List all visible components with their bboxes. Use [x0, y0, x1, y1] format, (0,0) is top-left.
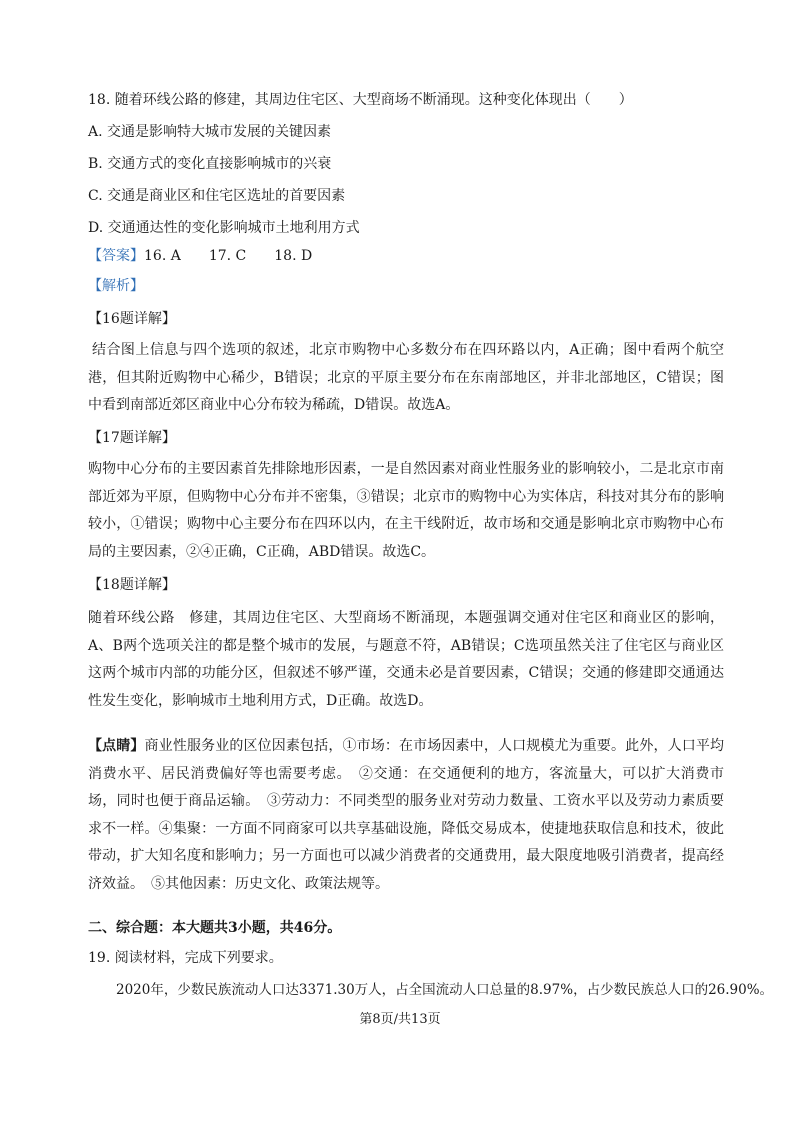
question-18-stem: 18. 随着环线公路的修建，其周边住宅区、大型商场不断涌现。这种变化体现出（ ）	[88, 92, 633, 108]
detail-16-title: 【16题详解】	[88, 311, 176, 327]
detail-18-title: 【18题详解】	[88, 577, 176, 593]
detail-18-body: 随着环线公路 修建，其周边住宅区、大型商场不断涌现，本题强调交通对住宅区和商业区的影响，A、B两个选项关注的都是整个城市的发展，与题意不符，AB错误；C选项虽然关注了住宅区与商业区这两个城市内部的功能分区，但叙述不够严谨，交通未必是首要因素，C错误；交通的修建即交通通达性发生变化，影响城市土地利用方式，D正确。故选D。	[88, 610, 724, 709]
tip-body: 商业性服务业的区位因素包括，①市场：在市场因素中，人口规模尤为重要。此外，人口平均消费水平、居民消费偏好等也需要考虑。 ②交通：在交通便利的地方，客流量大，可以扩大消费市场，同时也便于商品运输。 ③劳动力：不同类型的服务业对劳动力数量、工资水平以及劳动力素质要求不一样。④集聚：一方面不同商家可以共享基础设施，降低交易成本，使捷地获取信息和技术，彼此带动，扩大知名度和影响力；另一方面也可以减少消费者的交通费用，最大限度地吸引消费者，提高经济效益。 ⑤其他因素：历史文化、政策法规等。	[88, 738, 724, 892]
material-text: 2020年，少数民族流动人口达3371.30万人，占全国流动人口总量的8.97%，占少数民族总人口的26.90%。	[116, 982, 774, 998]
option-b: B. 交通方式的变化直接影响城市的兴衰	[88, 156, 332, 172]
question-19-stem: 19. 阅读材料，完成下列要求。	[88, 950, 283, 966]
answer-line	[88, 246, 312, 266]
page-footer: 第8页/共13页	[359, 1012, 441, 1027]
analysis-label: 【解析】	[88, 278, 144, 294]
tip-label: 【点睛】	[88, 738, 145, 754]
detail-16-body: 结合图上信息与四个选项的叙述，北京市购物中心多数分布在四环路以内，A正确；图中看两个航空港，但其附近购物中心稀少，B错误；北京的平原主要分布在东南部地区，并非北部地区，C错误；图中看到南部近郊区商业中心分布较为稀疏，D错误。故选A。	[88, 342, 724, 413]
option-d: D. 交通通达性的变化影响城市土地利用方式	[88, 220, 360, 236]
section-heading: 二、综合题：本大题共3小题，共46分。	[88, 920, 342, 936]
option-a: A. 交通是影响特大城市发展的关键因素	[88, 124, 332, 140]
answer-text: 16. A 17. C 18. D	[144, 248, 313, 264]
answer-label: 【答案】	[88, 248, 144, 264]
tip-paragraph	[88, 733, 724, 898]
detail-17-body: 购物中心分布的主要因素首先排除地形因素，一是自然因素对商业性服务业的影响较小，二是北京市南部近郊为平原，但购物中心分布并不密集，③错误；北京市的购物中心为实体店，科技对其分布的影响较小，①错误；购物中心主要分布在四环以内，在主干线附近，故市场和交通是影响北京市购物中心布局的主要因素，②④正确，C正确，ABD错误。故选C。	[88, 461, 724, 560]
detail-17-title: 【17题详解】	[88, 430, 176, 446]
option-c: C. 交通是商业区和住宅区选址的首要因素	[88, 188, 346, 204]
